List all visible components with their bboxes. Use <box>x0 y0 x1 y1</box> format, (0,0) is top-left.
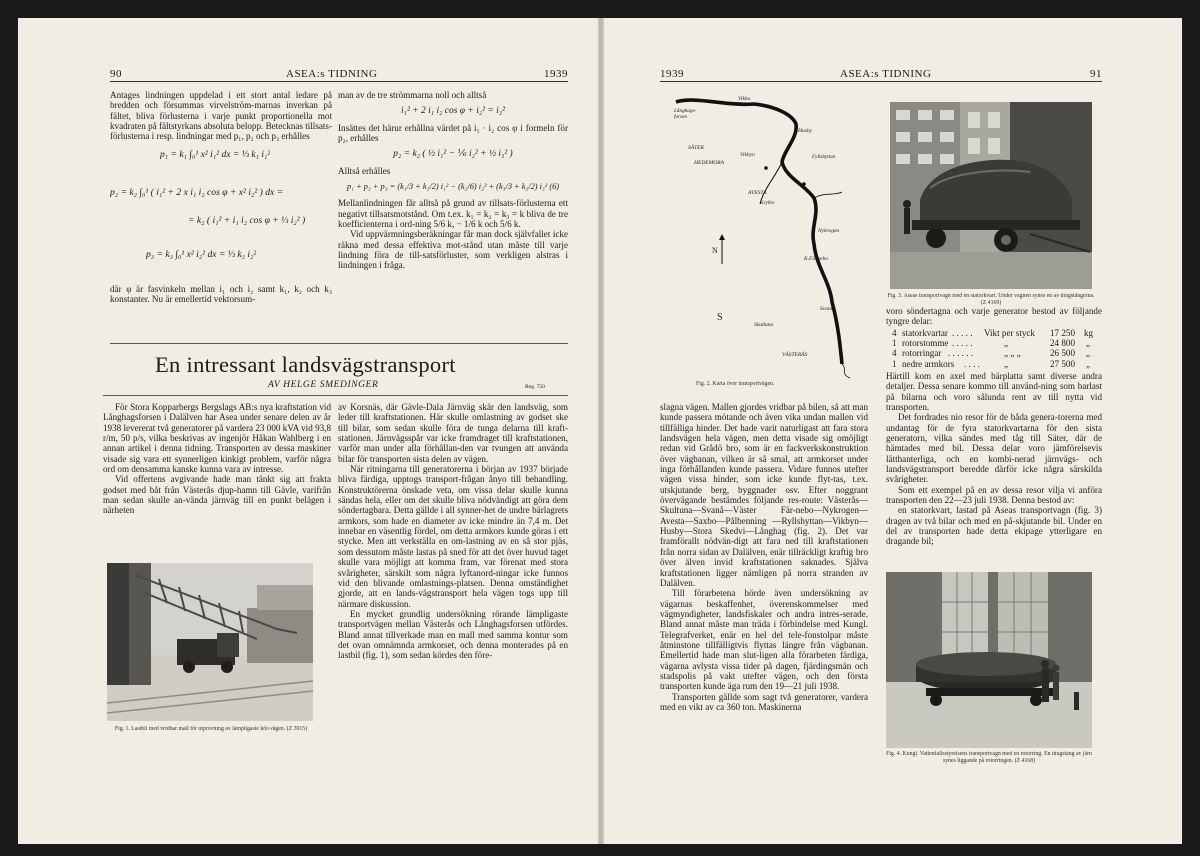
map-label-krylbo: Krylbo <box>760 200 775 206</box>
publication-name: ASEA:s TIDNING <box>286 68 378 80</box>
right-page <box>604 18 1182 844</box>
math-right-mid2: Alltså erhålles <box>338 165 391 176</box>
map-south-label: S <box>717 312 723 323</box>
equation-p2a: p₂ = k₂ ∫₀¹ ( i₁² + 2 x i₁ i₂ cos φ + x² i₂² ) dx = <box>110 187 284 198</box>
math-right-outro2: Vid uppvärmningsberäkningar får man dock självfallet icke räkna med dessa effektiva mot-stånd utan måste till varje lindning föra de till-satsförluster, som verkligen alstras i lindningen i fråga. <box>338 229 568 271</box>
parts-table-row <box>892 338 1102 348</box>
map-label-fyllsbyttan: Fyllsbyttan <box>812 154 836 160</box>
route-map <box>664 88 864 380</box>
part-name: statorkvartar <box>902 327 948 338</box>
part-weight: 24 800 <box>1050 337 1076 348</box>
parts-intro: voro söndertagna och varje generator bestod av följande tyngre delar: <box>886 306 1102 327</box>
part-count: 1 <box>892 358 897 369</box>
figure-1-caption: Fig. 1. Lastbil med vridbar mall för utprovning av lämpligaste kör-vägen. (Z 3915) <box>114 726 308 732</box>
map-label-k-farnebo: K.Färnebo <box>804 256 828 262</box>
map-label-langhagsforsen: Långhags-forsen <box>674 108 697 120</box>
article-paragraph: För Stora Kopparbergs Bergslags AB:s nya kraftstation vid Långhagsforsen i Dalälven har Asea under senare delen av år 1938 levererat två generatorer på vardera 23 000 kVA vid 93,8 r/m, 50 p/s, vilka beskrivas av ingenjör Håkan Wahlberg i en annan artikel i denna tidning. Transporten av dessa maskiner visade sig vara ett synnerligen kinkigt problem, varför några ord om densamma kanske kunna vara av intresse. <box>103 402 331 475</box>
part-unit: „ <box>1086 348 1091 359</box>
map-label-vikbyn: Vikbyn <box>740 152 755 158</box>
page-number: 90 <box>110 68 122 80</box>
part-weight: 26 500 <box>1050 348 1076 359</box>
article-paragraph: En mycket grundlig undersökning rörande lämpligaste transportvägen mellan Västerås och Långhagsforsen utfördes. Bland annat tillverkade man en mall med samma kontur som det ovan omnämnda armkorset, och denna monterades på en lastbil (fig. 1), som sedan kördes den före- <box>338 608 568 661</box>
header-rule <box>110 81 568 82</box>
equation-p3: p₃ = k₃ ∫₀¹ x² i₂² dx = ⅓ k₃ i₂² <box>146 249 257 260</box>
page-number: 91 <box>1090 68 1102 80</box>
stator-wagon-photo <box>890 102 1092 289</box>
part-name: rotorringar <box>902 348 942 359</box>
math-right-mid1: Insättes det härur erhållna värdet på i₁ · i₂ cos φ i formeln för p₂, erhålles <box>338 122 568 144</box>
map-label-vikbo: Vikbo <box>738 96 751 102</box>
article-paragraph: slagna vägen. Mallen gjordes vridbar på bilen, så att man kunde passera mötande och även vika undan mallen vid tillfälliga hinder. Det hade varit naturligast att fara stora landsvägen hela vägen, men detta visade sig omöjligt redan vid Grådö bro, som är en fackverkskonstruktion över vägbanan, vilken är så smal, att armkorset under inga förhållanden kunde passera. Vidare funnos utefter vägen vissa hinder, som icke kunde flyt-tas, t.ex. utskjutande berg, byggnader osv. Efter noggrant övervägande bestämdes följande res-route: Västerås—Skultuna—Svanå—Väster Fär-nebo—Nykrogen—Avesta—Saxbo—Pålbenning —Ryllshyttan—Vikbyn—Husby—Stora Skedvi—Långhag (fig. 2). Det var framförallt nödvän-digt att fara ned till kraftstationen från norra sidan av Dalälven, enär tillräckligt kraftig bro över älven invid kraftstationen saknades. Själva kraftstationen ligger nämligen på norra stranden av Dalälven. <box>660 402 868 588</box>
parts-table-row <box>892 348 1102 358</box>
map-label-sater: SÄTER <box>688 145 704 151</box>
registration-number: Reg. 750 <box>525 384 545 390</box>
section-divider <box>110 343 568 344</box>
math-column-left <box>110 90 332 358</box>
part-count: 1 <box>892 337 897 348</box>
part-unit: kg <box>1084 327 1094 338</box>
map-label-vasteras: VÄSTERÅS <box>782 352 808 358</box>
equation-p1: p₁ = k₁ ∫₀¹ x² i₁² dx = ⅓ k₁ i₁² <box>160 149 271 160</box>
part-leader-dots: . . . . . . <box>948 348 974 359</box>
article-paragraph: Vid offertens avgivande hade man tänkt sig att frakta godset med båt från Västerås djup-hamn till Gävle, varifrån man sedan skulle an-vända järnväg till en punkt belägen i närheten <box>103 474 331 516</box>
parts-table-row <box>892 328 1102 338</box>
part-count: 4 <box>892 348 897 359</box>
rotor-ring-illustration <box>886 572 1092 748</box>
figure-3-caption: Fig. 3. Aseas transportvagn med en statorkvart. Under vagnen synes en av dragstängerna. (Z 4169) <box>887 293 1095 306</box>
article-paragraph: en statorkvart, lastad på Aseas transportvagn (fig. 3) dragen av två bilar och med en på-skjutande bil. Under en del av transporten hade detta ekipage ytterligare en dragande bil; <box>886 505 1102 547</box>
truck-template-photo <box>107 563 313 721</box>
article-column-2 <box>338 402 568 760</box>
equation-p2-substituted: p₂ = k₂ ( ½ i₁² − ⅙ i₂² + ½ i₃² ) <box>393 149 513 160</box>
math-right-intro: man av de tre strömmarna noll och alltså <box>338 90 487 100</box>
part-weight-label: „ <box>1004 358 1009 369</box>
article-paragraph: Det fordrades nio resor för de båda genera-torerna med undantag för de fyra statorkvartarna för den sista generatorn, vilka sändes med tåg till Säter, där de hämtades med bil. Dessa delar voro jämförelsevis lätthanterliga, och en kombi-nerad järnvägs- och landsvägstransport beredde därför icke några särskilda svårigheter. <box>886 412 1102 485</box>
map-label-svana: Svanå <box>820 306 834 312</box>
part-leader-dots: . . . . . <box>952 327 973 338</box>
part-weight-label: „ <box>1004 337 1009 348</box>
parts-table <box>886 328 1102 369</box>
article-paragraph: När ritningarna till generatorerna i början av 1937 började bliva färdiga, upptogs transport-frågan ånyo till behandling. Konstruktörerna önskade veta, om vissa delar skulle kunna sändas hela, eller om det skulle bliva nödvändigt att göra dem söndertagbara. Detta gällde i all synner-het de undre bärlagrets armkors, som hade en diameter av icke mindre än 7,4 m. Det innebar en väsentlig fördel, om detta armkors kunde göras i ett stycke. Men att verkställa en om-lastning av en så stor pjäs, som dessutom måste lastas på sned för att det över huvud taget skulle vara möjligt att komma fram, var förenat med stora svårigheter, särskilt som några lyftanord-ningar icke funnos vid den blivande omlastnings-platsen. Denna omständighet gjorde, att en lands-vägstransport hela vägen togs upp till närmare diskussion. <box>338 464 568 609</box>
publication-name: ASEA:s TIDNING <box>840 68 932 80</box>
article-paragraph: Transporten gällde som sagt två generatorer, vardera med en vikt av ca 360 ton. Maskinerna <box>660 691 868 712</box>
part-name: rotorstomme <box>902 337 949 348</box>
equation-current-sum: i₁² + 2 i₁ i₂ cos φ + i₂² = i₃² <box>401 106 505 117</box>
rotor-ring-photo <box>886 572 1092 748</box>
header-rule <box>660 81 1102 82</box>
equation-group <box>110 142 332 284</box>
math-intro: Antages lindningen uppdelad i ett stort antal ledare på bredden och försummas virvelström-marnas inverkan på fältet, bliva förlusterna i varje punkt proportionella mot kvadraten på fältstyrkans absoluta belopp. Betecknas tillsats-förlusterna i resp. lindningar med p₁, p₂ och p₃ erhålles <box>110 90 332 142</box>
route-map-drawing <box>664 88 864 380</box>
article-paragraph: Som ett exempel på en av dessa resor vilja vi anföra transporten den 22—23 juli 1938. Denna bestod av: <box>886 484 1102 505</box>
map-north-label: N <box>712 246 718 255</box>
right-article-column-2 <box>886 306 1102 582</box>
map-label-husby: Husby <box>798 128 813 134</box>
part-count: 4 <box>892 327 897 338</box>
parts-table-row <box>892 359 1102 369</box>
figure-4-caption: Fig. 4. Kungl. Vattenfallsstyrelsens transportvagn med en rotorring. En dragstång av järn synes liggande på rotorringen. (Z 4168) <box>886 751 1092 764</box>
math-right-outro1: Mellanlindningen får alltså på grund av tillsats-förlusterna ett negativt tillsatsmotstånd. Om t.ex. k₁ = k₂ = k₃ = k bliva de tre koefficienterna i ord-ning 5/6 k, − 1/6 k och 5/6 k. <box>338 198 568 230</box>
title-rule <box>103 395 568 396</box>
part-name: nedre armkors <box>902 358 955 369</box>
header-year: 1939 <box>660 68 684 80</box>
map-label-avesta: AVESTA <box>748 190 767 196</box>
math-column-right <box>338 90 568 358</box>
part-weight-label: „ „ „ <box>1004 348 1021 359</box>
header-year: 1939 <box>544 68 568 80</box>
part-weight: 17 250 <box>1050 327 1076 338</box>
article-paragraph: Härtill kom en axel med bärplatta samt diverse andra detaljer. Dessa senare kommo till använd-ning som barlast på bilarna och voro sålunda rent av till nytta vid transporten. <box>886 370 1102 412</box>
math-outro: där φ är fasvinkeln mellan i₁ och i₂ samt k₁, k₂ och k₃ konstanter. Nu är emellertid vektorsum- <box>110 283 332 305</box>
part-leader-dots: . . . . . <box>952 337 973 348</box>
right-page-header <box>660 68 1102 82</box>
article-byline: AV HELGE SMEDINGER <box>268 380 379 390</box>
equation-p2b: = k₂ ( i₁² + i₁ i₂ cos φ + ⅓ i₂² ) <box>188 215 306 226</box>
map-label-skultuna: Skultuna <box>754 322 774 328</box>
part-unit: „ <box>1086 337 1091 348</box>
truck-template-illustration <box>107 563 313 721</box>
article-paragraph: av Korsnäs, där Gävle-Dala Järnväg skär den landsväg, som leder till kraftstationen. Här skulle omlastning av godset ske till bilar, som sedan skulle föra de tunga delarna till kraft-stationen. Järnvägsspår var icke framdraget till kraftstationen, varför man under alla förhållan-den var tvungen att använda bilar för transporten sista delen av vägen. <box>338 402 568 464</box>
map-label-hedemora: HEDEMORA <box>694 160 724 166</box>
article-paragraph: Till förarbetena hörde även undersökning av vägarnas beskaffenhet, överenskommelser med vägmyndigheter, landsfiskaler och andra intres-serade. Bland annat måste man träda i förbindelse med Kungl. Telegrafverket, enär en hel del tele-fonstolpar måste åtminstone tillfälligtvis flyttas längre från vägbanan. Emellertid hade man slut-ligen alla förarbeten färdiga, vägarna avlysta vissa tider på dagen, fjärdingsmän och stadspolis på vakt utefter vägen, och den första transporten kunde äga rum den 19—21 juli 1938. <box>660 588 868 692</box>
left-page-header <box>110 68 568 82</box>
left-page <box>18 18 598 844</box>
part-weight-label: Vikt per styck <box>984 327 1035 338</box>
equation-total-losses: p₁ + p₂ + p₃ = (k₁/3 + k₂/2) i₁² − (k₂/6) i₂² + (k₃/3 + k₂/2) i₃² (6) <box>346 182 559 192</box>
article-column-1 <box>103 402 331 560</box>
stator-wagon-illustration <box>890 102 1092 289</box>
map-label-nykrogen: Nykrogen <box>818 228 840 234</box>
part-unit: „ <box>1086 358 1091 369</box>
part-weight: 27 500 <box>1050 358 1076 369</box>
right-article-column-1 <box>660 402 868 764</box>
figure-2-caption: Fig. 2. Karta över transportvägen. <box>696 381 775 387</box>
article-title: En intressant landsvägstransport <box>155 352 456 377</box>
part-leader-dots: . . . . <box>964 358 980 369</box>
